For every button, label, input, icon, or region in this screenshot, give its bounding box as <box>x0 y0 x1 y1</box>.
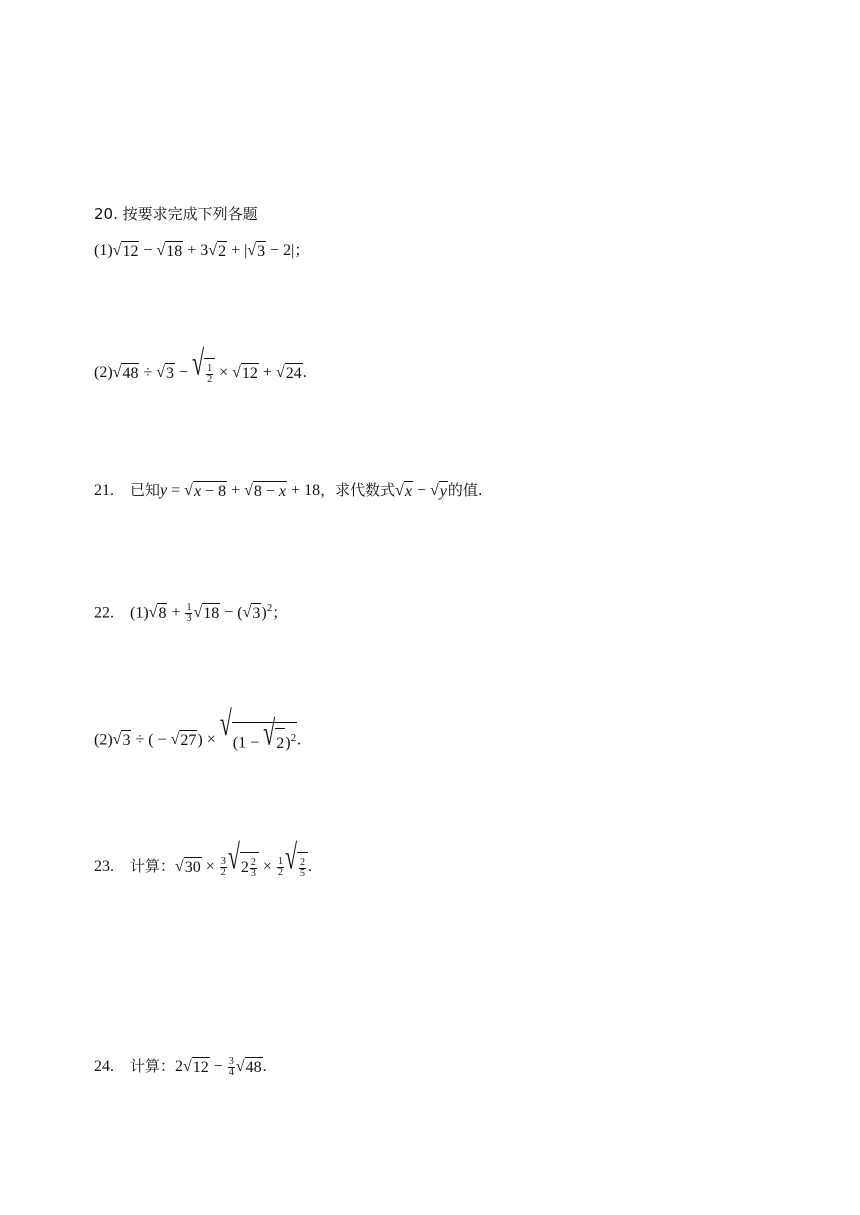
q20-part1: (1) √ 12 − √ 18 + 3 √ 2 + | √ 3 − 2|； <box>94 241 310 260</box>
q23: 23. 计算： √ 30 × $\frac{3}{2}$ √ 2 $\frac{2}{3}$ × $\frac{1}{2}$ √ $\frac{2}{5}$ . <box>94 852 312 883</box>
q22-part1: 22. (1) √ 8 + $\frac{1}{3}$ √ 18 − ( √ 3 )$^2$； <box>94 602 288 625</box>
q22-part2: (2) √ 3 ÷ ( − √ 27 ) × √ (1 − √ 2 )$^2$ . <box>94 722 301 759</box>
q24: 24. 计算：2 √ 12 − $\frac{3}{4}$ √ 48 . <box>94 1055 267 1078</box>
q21: 21. 已知y = √ x − 8 + √ 8 − x + 18，求代数式 √ x − √ y 的值. <box>94 481 483 500</box>
q20-part2: (2) √ 48 ÷ √ 3 − √ $\frac{1}{2}$ × √ 12 + √ 24 . <box>94 358 307 389</box>
q20-title: 20. 按要求完成下列各题 <box>94 205 258 223</box>
